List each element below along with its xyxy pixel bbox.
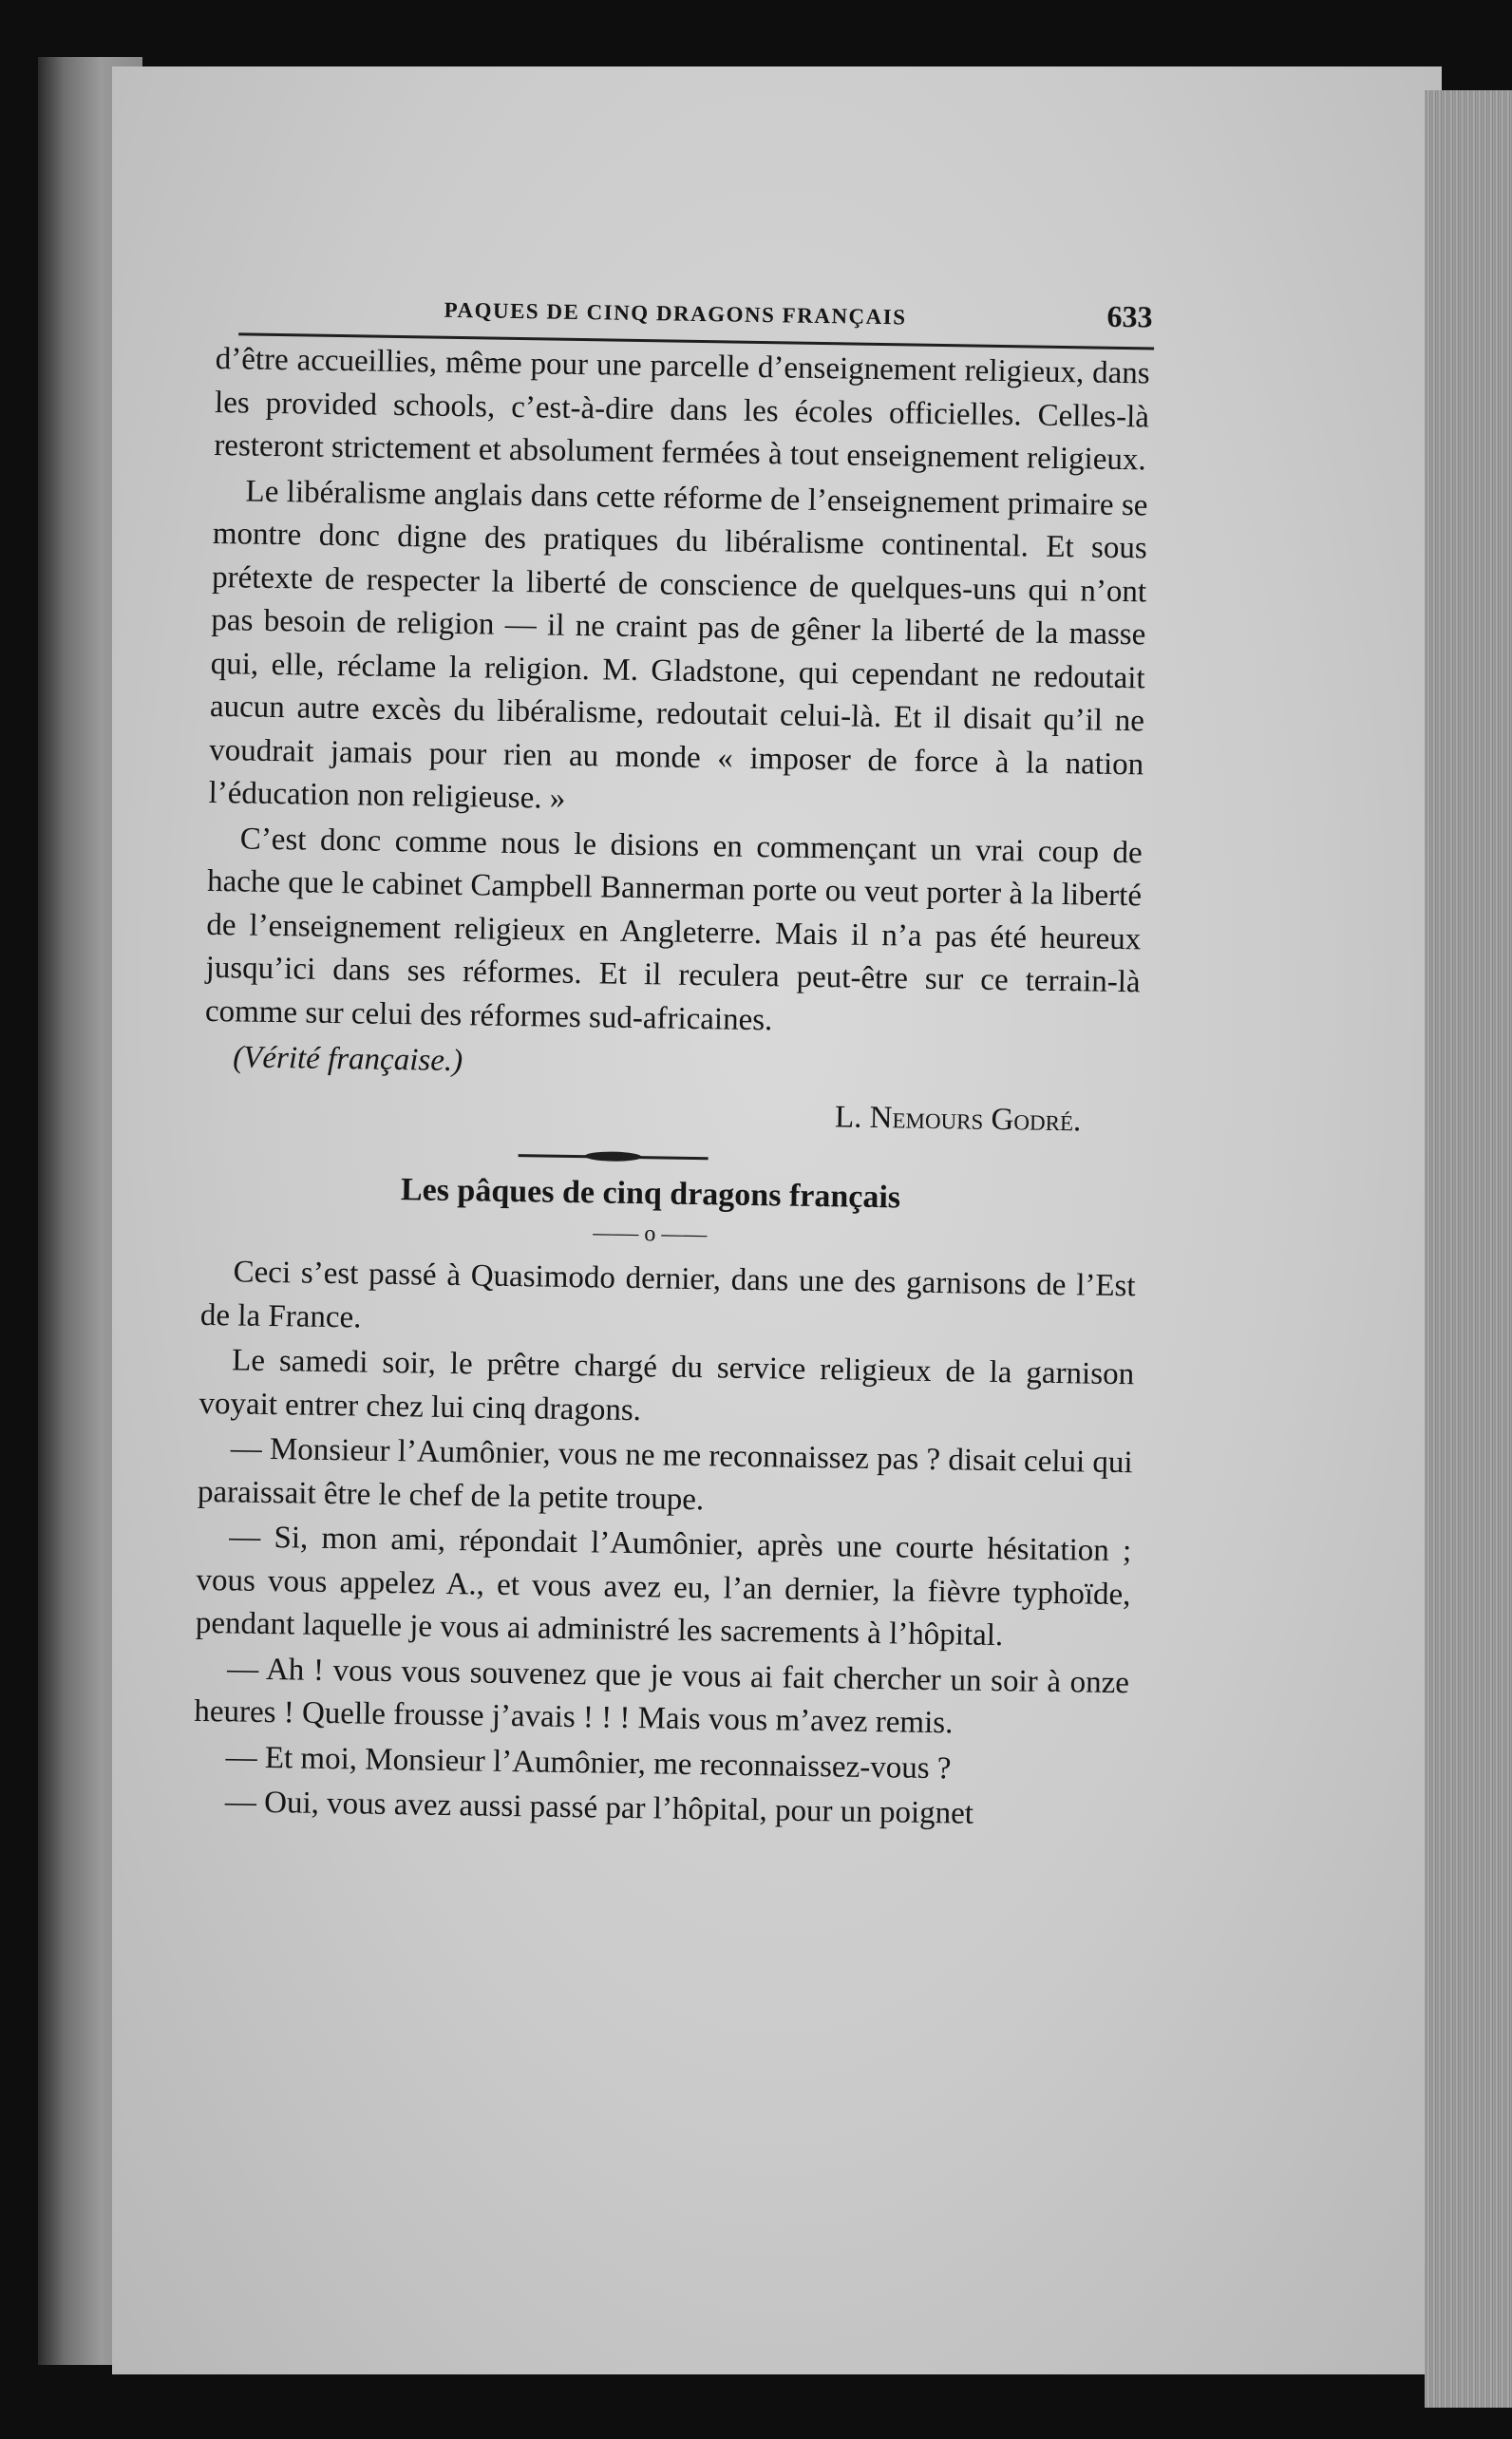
article-paques-dragons [193,1163,1138,1839]
paragraph: — Si, mon ami, répondait l’Aumônier, après une courte hésitation ; vous vous appelez A., et vous avez eu, l’an dernier, la fièvre typhoïde, pendant laquelle je vous ai administré les sacrements à l’hôpital. [195,1520,1132,1654]
paragraph: C’est donc comme nous le disions en commençant un vrai coup de hache que le cabinet Campbell Bannerman porte ou veut porter à la liberté de l’enseignement religieux en Angleterre. Mais il n’a pas été heureux jusqu’ici dans ses réformes. Et il reculera peut-être sur ce terrain-là comme sur celui des réformes sud-africaines. [204,821,1143,1037]
article-title: Les pâques de cinq dragons français [400,1172,901,1216]
right-page-stack [1425,90,1512,2408]
paragraph: Le samedi soir, le prêtre chargé du service religieux de la garnison voyait entrer chez lui cinq dragons. [198,1343,1135,1427]
paragraph: d’être accueillies, même pour une parcelle d’enseignement religieux, dans les provided schools, c’est-à-dire dans les écoles officielles. Celles-là resteront strictement et absolument fermées à tout enseignement religieux. [214,341,1150,478]
paragraph: — Ah ! vous vous souvenez que je vous ai fait chercher un soir à onze heures ! Quelle frousse j’avais ! ! ! Mais vous m’avez remis. [194,1651,1130,1741]
running-title: PAQUES DE CINQ DRAGONS FRANÇAIS [444,297,907,330]
paragraph: Ceci s’est passé à Quasimodo dernier, dans une des garnisons de l’Est de la France. [199,1255,1136,1335]
paragraph: — Monsieur l’Aumônier, vous ne me reconnaissez pas ? disait celui qui paraissait être le chef de la petite troupe. [197,1431,1133,1517]
source-citation: (Vérité française.) [232,1040,463,1079]
paragraph: Le libéralisme anglais dans cette réforme de l’enseignement primaire se montre donc digne des pratiques du libéralisme continental. Et sous prétexte de respecter la liberté de conscience de quelques-uns qui n’ont pas besoin de religion — il ne craint pas de gêner la liberté de la masse qui, elle, réclame la religion. M. Gladstone, qui cependant ne redoutait aucun autre excès du libéralisme, redoutait celui-là. Et il disait qu’il ne voudrait jamais pour rien au monde « imposer de force à la nation l’éducation non religieuse. » [208,474,1148,816]
paragraph: — Oui, vous avez aussi passé par l’hôpital, pour un poignet [224,1785,974,1831]
ornament-divider [519,1154,709,1160]
article-vérité-française [203,338,1150,1150]
author-signature: L. Nemours Godré. [834,1100,1082,1139]
title-divider: —— o —— [593,1220,708,1248]
page-number: 633 [1106,298,1153,334]
page-content [193,285,1151,1841]
paragraph: — Et moi, Monsieur l’Aumônier, me reconnaissez-vous ? [225,1739,952,1786]
